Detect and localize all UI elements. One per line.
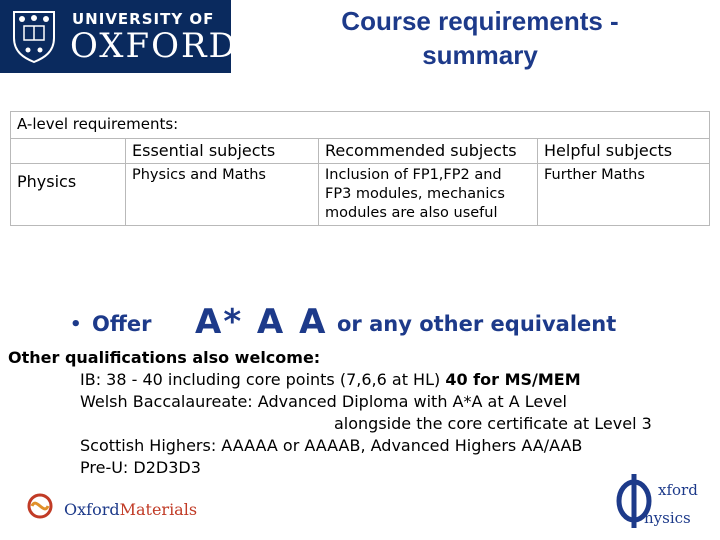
ib-text: IB: 38 - 40 including core points (7,6,6 at HL) — [80, 370, 446, 389]
offer-equivalent: or any other equivalent — [337, 312, 617, 336]
subject-cell: Physics — [11, 164, 126, 226]
oxford-logo — [0, 0, 238, 73]
offer-label: Offer — [92, 312, 152, 336]
scottish-line: Scottish Highers: AAAAA or AAAAB, Advanced Highers AA/AAB — [80, 436, 583, 455]
recommended-cell: Inclusion of FP1,FP2 and FP3 modules, mechanics modules are also useful — [319, 164, 538, 226]
header-essential: Essential subjects — [126, 139, 319, 164]
oxford-crest-icon — [8, 8, 60, 64]
essential-cell: Physics and Maths — [126, 164, 319, 226]
header-empty-cell — [11, 139, 126, 164]
preu-line: Pre-U: D2D3D3 — [80, 458, 201, 477]
table-row — [11, 164, 710, 226]
other-quals-heading: Other qualifications also welcome: — [8, 348, 321, 367]
a-level-requirements-table — [10, 111, 710, 226]
table-section-row — [11, 112, 710, 139]
section-label: A-level requirements: — [11, 112, 710, 139]
slide-title — [280, 4, 680, 72]
materials-word: Materials — [119, 500, 198, 519]
physics-logo-line2: hysics — [644, 509, 691, 527]
title-line1: Course requirements - — [341, 6, 619, 36]
logo-line1: UNIVERSITY OF — [72, 10, 215, 28]
header-helpful: Helpful subjects — [538, 139, 710, 164]
other-qualifications — [8, 347, 652, 479]
table-header-row — [11, 139, 710, 164]
bullet-icon: • — [70, 314, 82, 335]
header-recommended: Recommended subjects — [319, 139, 538, 164]
ib-bold-text: 40 for MS/MEM — [445, 370, 581, 389]
physics-logo-line1: xford — [658, 481, 698, 499]
helpful-cell: Further Maths — [538, 164, 710, 226]
offer-grades: A* A A — [195, 302, 328, 342]
title-line2: summary — [422, 40, 538, 70]
welsh-line2: alongside the core certificate at Level 3 — [334, 414, 652, 433]
materials-oxford: Oxford — [64, 500, 120, 519]
oxford-materials-text — [64, 500, 197, 519]
ib-line — [8, 369, 652, 391]
welsh-line1: Welsh Baccalaureate: Advanced Diploma with A*A at A Level — [80, 392, 567, 411]
logo-line2: OXFORD — [70, 26, 238, 66]
